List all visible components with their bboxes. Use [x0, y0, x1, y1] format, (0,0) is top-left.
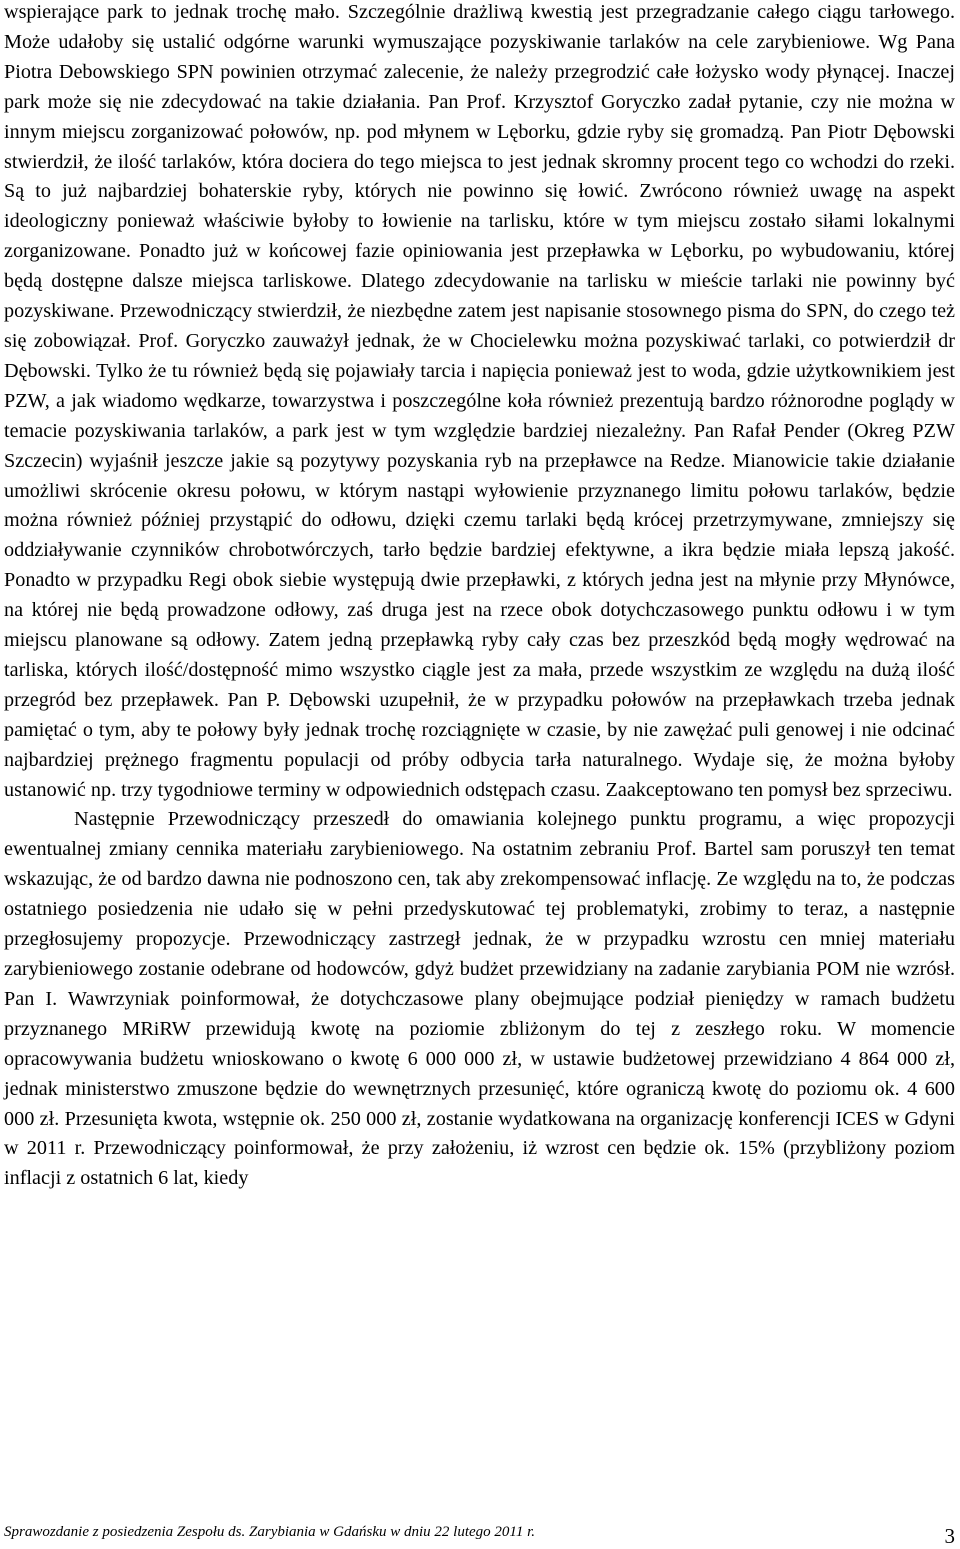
paragraph-2: Następnie Przewodniczący przeszedł do omawiania kolejnego punktu programu, a więc propozycji ewentualnej zmiany cennika materiału zarybieniowego. Na ostatnim zebraniu Prof. Bartel sam poruszył ten temat wskazując, że od bardzo dawna nie podnoszono cen, tak aby zrekompensować inflację. Ze względu na to, że podczas ostatniego posiedzenia nie udało się w pełni przedyskutować tej problematyki, zrobimy to teraz, a następnie przegłosujemy propozycje. Przewodniczący zastrzegł jednak, że w przypadku wzrostu cen mniej materiału zarybieniowego zostanie odebrane od hodowców, gdyż budżet przewidziany na zadanie zarybiania POM nie wzrósł. Pan I. Wawrzyniak poinformował, że dotychczasowe plany obejmujące podział pieniędzy w ramach budżetu przyznanego MRiRW przewidują kwotę na poziomie zbliżonym do tej z zeszłego roku. W momencie opracowywania budżetu wnioskowano o kwotę 6 000 000 zł, w ustawie budżetowej przewidziano 4 864 000 zł, jednak ministerstwo zmuszone będzie do wewnętrznych przesunięć, które ograniczą kwotę do poziomu ok. 4 600 000 zł. Przesunięta kwota, wstępnie ok. 250 000 zł, zostanie wydatkowana na organizację konferencji ICES w Gdyni w 2011 r. Przewodniczący poinformował, że przy założeniu, iż wzrost cen będzie ok. 15% (przybliżony poziom inflacji z ostatnich 6 lat, kiedy — [4, 808, 955, 1190]
paragraph-1: wspierające park to jednak trochę mało. Szczególnie drażliwą kwestią jest przegradzanie całego ciągu tarłowego. Może udałoby się ustalić odgórne warunki wymuszające pozyskiwanie tarlaków na cele zarybieniowe. Wg Pana Piotra Debowskiego SPN powinien otrzymać zalecenie, że należy przegrodzić całe łożysko wody płynącej. Inaczej park może się nie zdecydować na takie działania. Pan Prof. Krzysztof Goryczko zadał pytanie, czy nie można w innym miejscu zorganizować połowów, np. pod młynem w Lęborku, gdzie ryby się gromadzą. Pan Piotr Dębowski stwierdził, że ilość tarlaków, która dociera do tego miejsca to jest jednak skromny procent tego co wchodzi do rzeki. Są to już najbardziej bohaterskie ryby, których nie powinno się łowić. Zwrócono również uwagę na aspekt ideologiczny ponieważ właściwie byłoby to łowienie na tarlisku, które w tym miejscu zostało siłami lokalnymi zorganizowane. Ponadto już w końcowej fazie opiniowania jest przepławka w Lęborku, po wybudowaniu, której będą dostępne dalsze miejsca tarliskowe. Dlatego zdecydowanie na tarlisku w mieście tarlaki nie powinny być pozyskiwane. Przewodniczący stwierdził, że niezbędne zatem jest napisanie stosownego pisma do SPN, do czego też się zobowiązał. Prof. Goryczko zauważył jednak, że w Chocielewku można pozyskiwać tarlaki, co potwierdził dr Dębowski. Tylko że tu również będą się pojawiały tarcia i napięcia ponieważ jest to woda, gdzie użytkownikiem jest PZW, a jak wiadomo wędkarze, towarzystwa i poszczególne koła również prezentują bardzo różnorodne poglądy w temacie pozyskiwania tarlaków, a park jest w tym względzie bardziej niezależny. Pan Rafał Pender (Okreg PZW Szczecin) wyjaśnił jeszcze jakie są pozytywy pozyskania ryb na przepławce na Redze. Mianowicie takie działanie umożliwi skrócenie okresu połowu, w którym nastąpi wyłowienie przyznanego limitu połowu tarlaków, będzie można również później przystąpić do odłowu, dzięki czemu tarlaki będą krócej przetrzymywane, zmniejszy się oddziaływanie czynników chrobotwórczych, tarło będzie bardziej efektywne, a ikra będzie miała lepszą jakość. Ponadto w przypadku Regi obok siebie występują dwie przepławki, z których jedna jest na młynie przy Młynówce, na której nie będą prowadzone odłowy, zaś druga jest na rzece obok dotychczasowego punktu odłowu i w tym miejscu planowane są odłowy. Zatem jedną przepławką ryby cały czas bez przeszkód będą mogły wędrować na tarliska, których ilość/dostępność mimo wszystko ciągle jest za mała, przede wszystkim ze względu na dużą ilość przegród bez przepławek. Pan P. Dębowski uzupełnił, że w przypadku połowów na przepławkach trzeba jednak pamiętać o tym, aby te połowy były jednak trochę rozciągnięte w czasie, by nie zawężać puli genowej i nie odcinać najbardziej prężnego fragmentu populacji od próby odbycia tarła naturalnego. Wydaje się, że można byłoby ustanowić np. trzy tygodniowe terminy w odpowiednich odstępach czasu. Zaakceptowano ten pomysł bez sprzeciwu. — [4, 1, 955, 801]
page-number: 3 — [944, 1524, 955, 1548]
document-body — [4, 0, 955, 1194]
page-footer — [4, 1519, 955, 1549]
footer-text: Sprawozdanie z posiedzenia Zespołu ds. Zarybiania w Gdańsku w dniu 22 lutego 2011 r. — [4, 1524, 535, 1540]
